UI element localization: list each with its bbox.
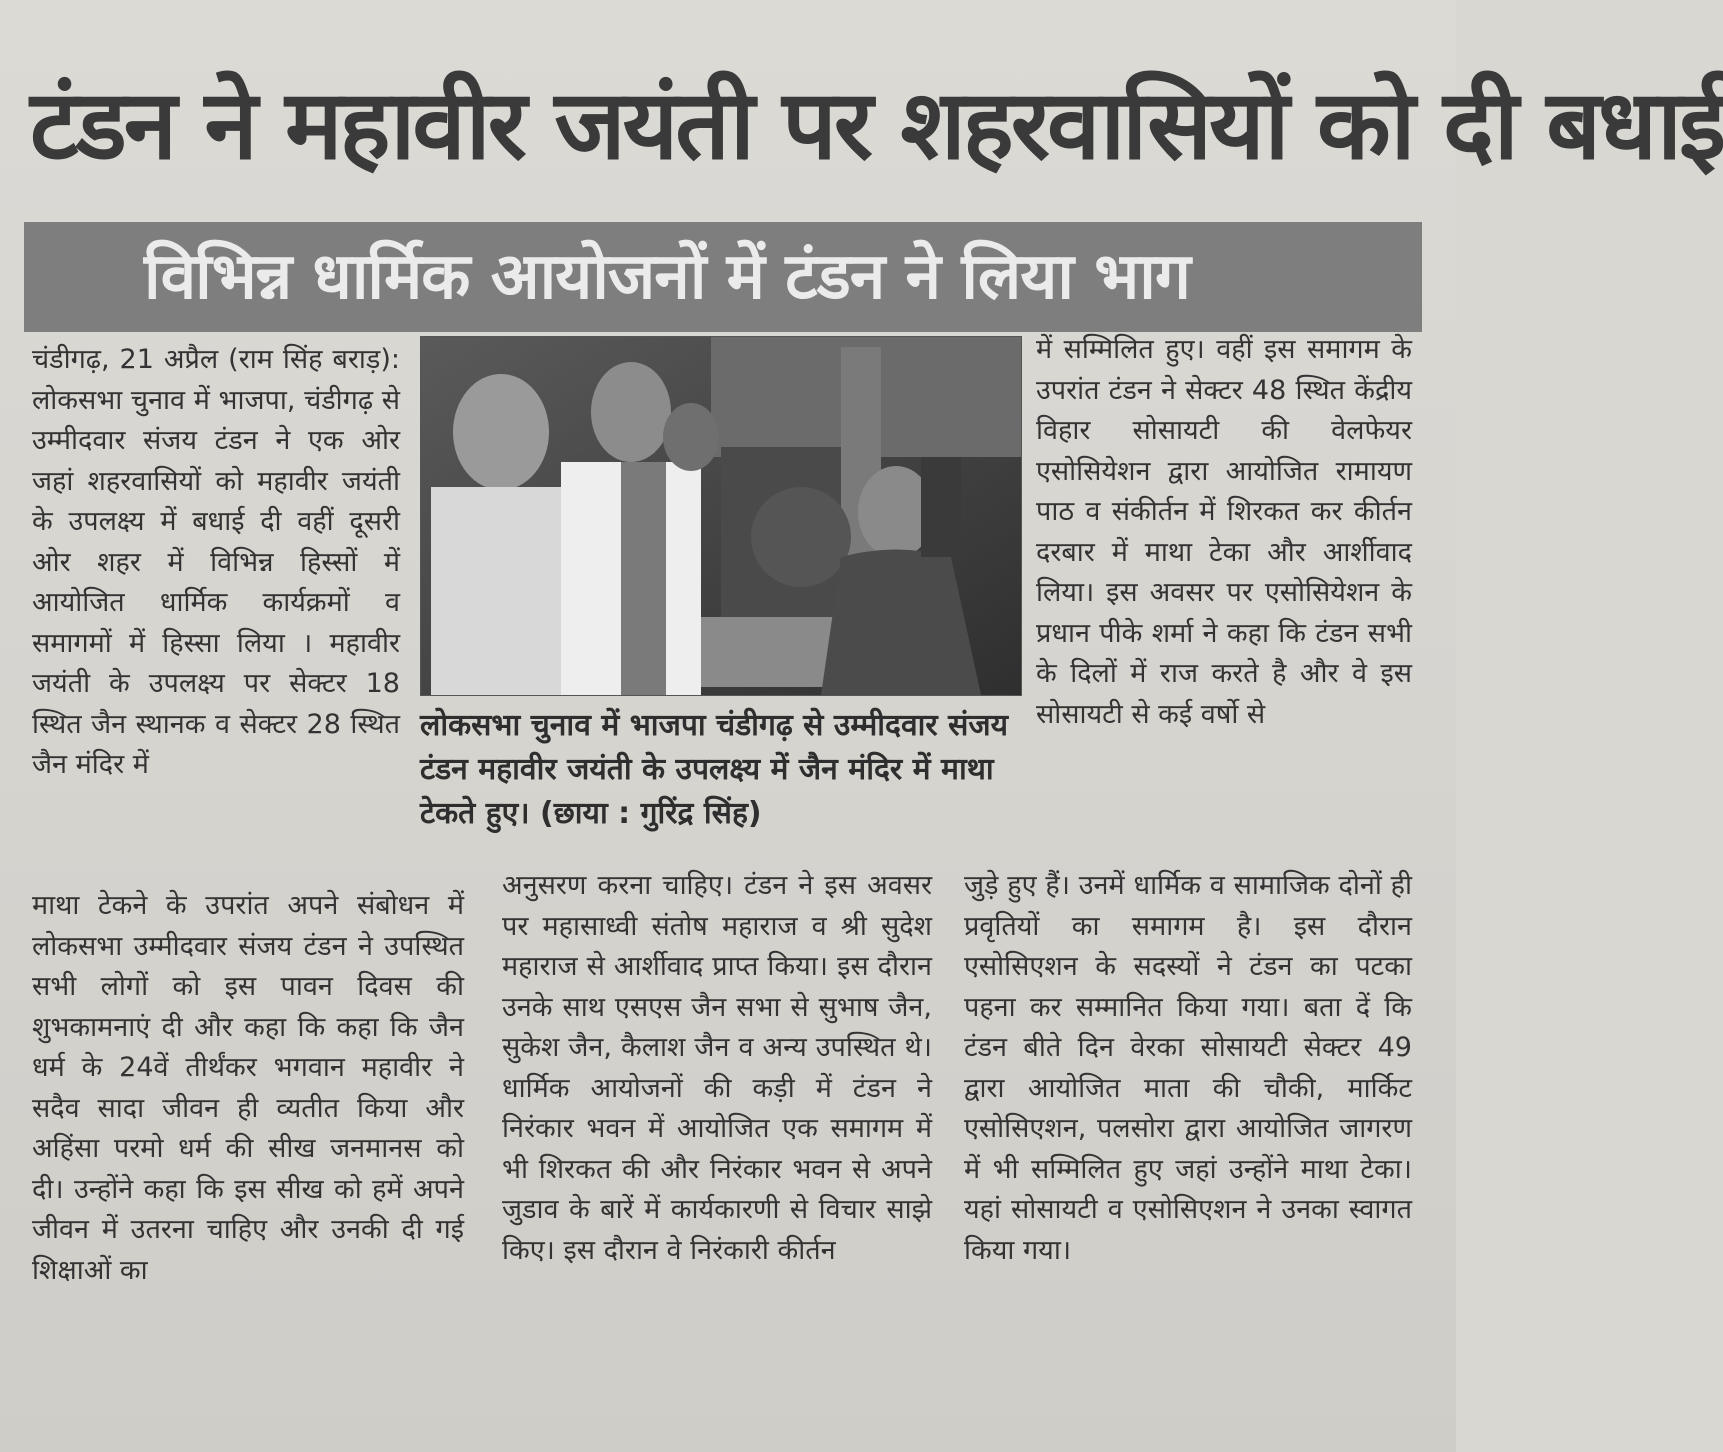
subheadline-bar: [24, 222, 1422, 332]
article-text: अनुसरण करना चाहिए। टंडन ने इस अवसर पर महासाध्वी संतोष महाराज व श्री सुदेश महाराज से आर्शीवाद प्राप्त किया। इस दौरान उनके साथ एसएस जैन सभा से सुभाष जैन, सुकेश जैन, कैलाश जैन व अन्य उपस्थित थे। धार्मिक आयोजनों की कड़ी में टंडन ने निरंकार भवन में आयोजित एक समागम में भी शिरकत की और निरंकार भवन से अपने जुडाव के बारें में कार्यकारणी से विचार साझे किए। इस दौरान वे निरंकारी कीर्तन: [502, 870, 932, 1266]
article-column-1-top: [32, 340, 400, 895]
article-text: माथा टेकने के उपरांत अपने संबोधन में लोकसभा उम्मीदवार संजय टंडन ने उपस्थित सभी लोगों को इस पावन दिवस की शुभकामनाएं दी और कहा कि कहा कि जैन धर्म के 24वें तीर्थंकर भगवान महावीर ने सदैव सादा जीवन ही व्यतीत किया और अहिंसा परमो धर्म की सीख जनमानस को दी। उन्होंने कहा कि इस सीख को हमें अपने जीवन में उतरना चाहिए और उनकी दी गई शिक्षाओं का: [32, 890, 464, 1286]
news-photo: [420, 336, 1022, 696]
article-text: जुड़े हुए हैं। उनमें धार्मिक व सामाजिक दोनों ही प्रवृतियों का समागम है। इस दौरान एसोसिएशन के सदस्यों ने टंडन का पटका पहना कर सम्मानित किया गया। बता दें कि टंडन बीते दिन वेरका सोसायटी सेक्टर 49 द्वारा आयोजित माता की चौकी, मार्किट एसोसिएशन, पलसोरा द्वारा आयोजित जागरण में भी सम्मिलित हुए जहां उन्होंने माथा टेका। यहां सोसायटी व एसोसिएशन ने उनका स्वागत किया गया।: [964, 870, 1412, 1266]
article-text: में सम्मिलित हुए। वहीं इस समागम के उपरांत टंडन ने सेक्टर 48 स्थित केंद्रीय विहार सोसायटी की वेलफेयर एसोसियेशन द्वारा आयोजित रामायण पाठ व संकीर्तन में शिरकत कर कीर्तन दरबार में माथा टेका और आर्शीवाद लिया। इस अवसर पर एसोसियेशन के प्रधान पीके शर्मा ने कहा कि टंडन सभी के दिलों में राज करते है और वे इस सोसायटी से कई वर्षो से: [1036, 334, 1412, 730]
photo-caption: लोकसभा चुनाव में भाजपा चंडीगढ़ से उम्मीदवार संजय टंडन महावीर जयंती के उपलक्ष्य में जैन मंदिर में माथा टेकते हुए। (छाया : गुरिंद्र सिंह): [420, 708, 1009, 831]
headline: टंडन ने महावीर जयंती पर शहरवासियों को दी बधाई: [30, 69, 1723, 181]
article-column-3-bottom: [964, 866, 1412, 1426]
temple-photo-illustration: [421, 337, 1021, 695]
article-column-3-top: [1036, 330, 1412, 882]
article-column-2: [502, 866, 932, 1426]
article-column-1-bottom: [32, 886, 464, 1426]
subheadline: विभिन्न धार्मिक आयोजनों में टंडन ने लिया भाग: [144, 240, 1190, 314]
article-text: चंडीगढ़, 21 अप्रैल (राम सिंह बराड़): लोकसभा चुनाव में भाजपा, चंडीगढ़ से उम्मीदवार संजय टंडन ने एक ओर जहां शहरवासियों को महावीर जयंती के उपलक्ष्य में बधाई दी वहीं दूसरी ओर शहर में विभिन्न हिस्सों में आयोजित धार्मिक कार्यक्रमों व समागमों में हिस्सा लिया । महावीर जयंती के उपलक्ष्य पर सेक्टर 18 स्थित जैन स्थानक व सेक्टर 28 स्थित जैन मंदिर में: [32, 344, 400, 780]
